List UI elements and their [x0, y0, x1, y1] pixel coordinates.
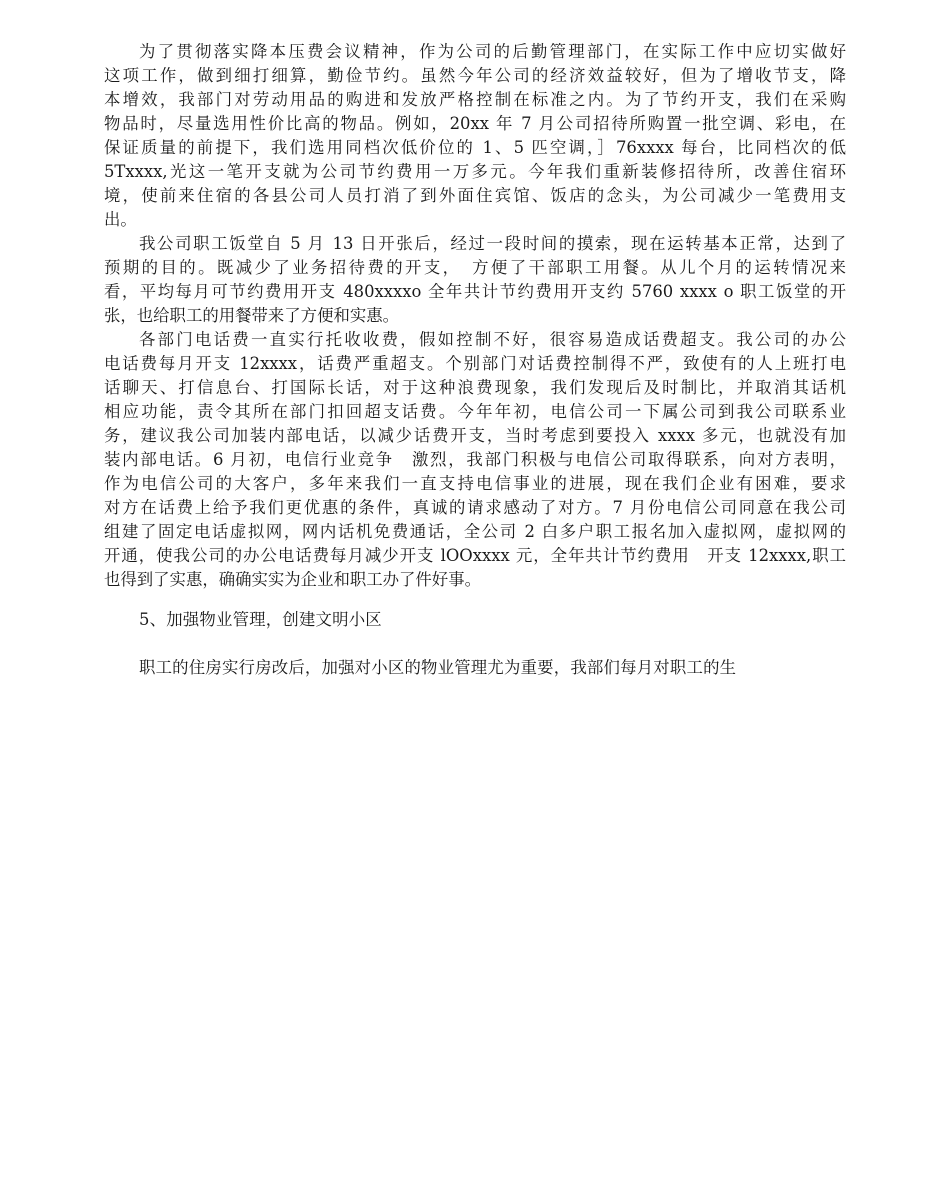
text-line: 这项工作，做到细打细算，勤俭节约。虽然今年公司的经济效益较好，但为了增收节支，降 — [104, 66, 846, 85]
text-line: 看，平均每月可节约费用开支 480xxxxo 全年共计节约费用开支约 5760 xxxx o 职工饭堂的开 — [104, 282, 846, 301]
text-line: 对方在话费上给予我们更优惠的条件，真诚的请求感动了对方。7 月份电信公司同意在我公司 — [104, 498, 846, 517]
text-line: 装内部电话。6 月初，电信行业竞争 激烈，我部门积极与电信公司取得联系，向对方表明， — [104, 450, 846, 469]
paragraph-staff-canteen — [104, 230, 846, 326]
text-line: 物品时，尽量选用性价比高的物品。例如，20xx 年 7 月公司招待所购置一批空调、彩电，在 — [104, 114, 846, 133]
section-heading: 5、加强物业管理，创建文明小区 — [139, 610, 382, 629]
text-line: 也得到了实惠，确确实实为企业和职工办了件好事。 — [104, 570, 481, 589]
text-line: 我公司职工饭堂自 5 月 13 日开张后，经过一段时间的摸索，现在运转基本正常，达到了 — [139, 234, 846, 253]
text-line: 作为电信公司的大客户，多年来我们一直支持电信事业的进展，现在我们企业有困难，要求 — [104, 474, 846, 493]
text-line: 保证质量的前提下，我们选用同档次低价位的 1、5 匹空调，］76xxxx 每台，比同档次的低 — [104, 138, 846, 157]
paragraph-phone-expenses — [104, 326, 846, 590]
text-line: 5Txxxx,光这一笔开支就为公司节约费用一万多元。今年我们重新装修招待所，改善住宿环 — [104, 162, 846, 181]
text-line: 相应功能，责令其所在部门扣回超支话费。今年年初，电信公司一下属公司到我公司联系业 — [104, 402, 846, 421]
text-line: 出。 — [104, 210, 137, 229]
paragraph-cost-saving-procurement — [104, 38, 846, 230]
text-line: 各部门电话费一直实行托收收费，假如控制不好，很容易造成话费超支。我公司的办公 — [139, 330, 846, 349]
document-page — [104, 38, 846, 685]
text-line: 预期的目的。既减少了业务招待费的开支， 方便了干部职工用餐。从儿个月的运转情况来 — [104, 258, 846, 277]
text-line: 务，建议我公司加装内部电话，以减少话费开支，当时考虑到要投入 xxxx 多元，也就没有加 — [104, 426, 846, 445]
text-line: 张，也给职工的用餐带来了方便和实惠。 — [104, 306, 400, 325]
text-line: 开通，使我公司的办公电话费每月减少开支 lOOxxxx 元，全年共计节约费用 开支 12xxxx,职工 — [104, 546, 846, 565]
text-line: 电话费每月开支 12xxxx，话费严重超支。个别部门对话费控制得不严，致使有的人上班打电 — [104, 354, 846, 373]
text-line: 话聊天、打信息台、打国际长话，对于这种浪费现象，我们发现后及时制比，并取消其话机 — [104, 378, 846, 397]
text-line: 境，使前来住宿的各县公司人员打消了到外面住宾馆、饭店的念头，为公司减少一笔费用支 — [104, 186, 846, 205]
text-line: 组建了固定电话虚拟网，网内话机免费通话，全公司 2 白多户职工报名加入虚拟网，虚拟网的 — [104, 522, 846, 541]
text-line: 为了贯彻落实降本压费会议精神，作为公司的后勤管理部门，在实际工作中应切实做好 — [139, 42, 846, 61]
paragraph-property-management: 职工的住房实行房改后，加强对小区的物业管理尤为重要，我部们每月对职工的生 — [139, 657, 737, 677]
text-line: 本增效，我部门对劳动用品的购进和发放严格控制在标准之内。为了节约开支，我们在采购 — [104, 90, 846, 109]
